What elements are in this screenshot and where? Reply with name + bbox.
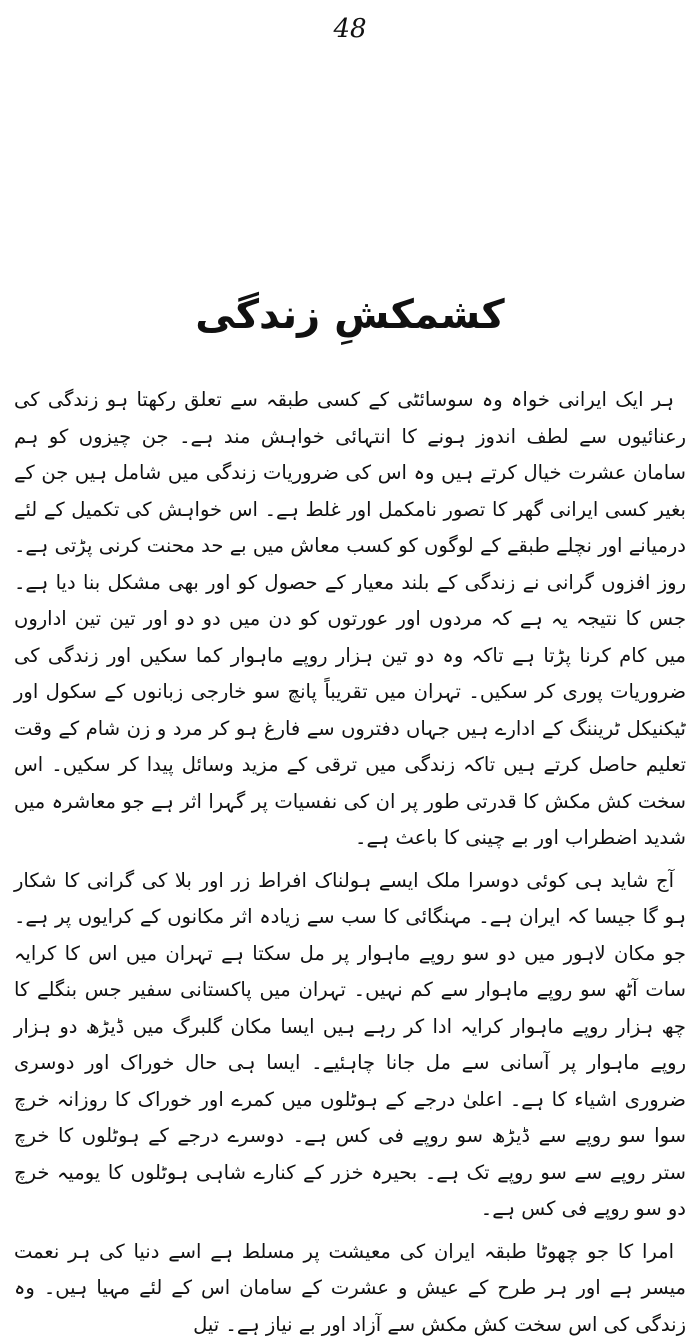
page-number: 48 bbox=[0, 14, 700, 44]
paragraph: ہر ایک ایرانی خواہ وہ سوسائٹی کے کسی طبقہ سے تعلق رکھتا ہو زندگی کی رعنائیوں سے لطف اندوز ہونے کا انتہائی خواہش مند ہے۔ جن چیزوں کو ہم سامان عشرت خیال کرتے ہیں وہ اس کی ضروریات زندگی میں شامل ہیں جن کے بغیر کسی ایرانی گھر کا تصور نامکمل اور غلط ہے۔ اس خواہش کی تکمیل کے لئے درمیانے اور نچلے طبقے کے لوگوں کو کسب معاش میں بے حد محنت کرنی پڑتی ہے۔ روز افزوں گرانی نے زندگی کے بلند معیار کے حصول کو اور بھی مشکل بنا دیا ہے۔ جس کا نتیجہ یہ ہے کہ مردوں اور عورتوں کو دن میں دو دو اور تین تین اداروں میں کام کرنا پڑتا ہے تاکہ وہ دو تین ہزار روپے ماہوار کما سکیں اور زندگی کی ضروریات پوری کر سکیں۔ تہران میں تقریباً پانچ سو خارجی زبانوں کے سکول اور ٹیکنیکل ٹریننگ کے ادارے ہیں جہاں دفتروں سے فارغ ہو کر مرد و زن شام کے وقت تعلیم حاصل کرتے ہیں تاکہ زندگی میں ترقی کے مزید وسائل پیدا کر سکیں۔ اس سخت کش مکش کا قدرتی طور پر ان کی نفسیات پر گہرا اثر ہے جو معاشرہ میں شدید اضطراب اور بے چینی کا باعث ہے۔ bbox=[14, 382, 686, 857]
body-text bbox=[14, 382, 686, 1343]
paragraph: آج شاید ہی کوئی دوسرا ملک ایسے ہولناک افراط زر اور بلا کی گرانی کا شکار ہو گا جیسا کہ ایران ہے۔ مہنگائی کا سب سے زیادہ اثر مکانوں کے کرایوں پر ہے۔ جو مکان لاہور میں دو سو روپے ماہوار پر مل سکتا ہے تہران میں اس کا کرایہ سات آٹھ سو روپے ماہوار سے کم نہیں۔ تہران میں پاکستانی سفیر جس بنگلے کا چھ ہزار روپے ماہوار کرایہ ادا کر رہے ہیں ایسا مکان گلبرگ میں ڈیڑھ دو ہزار روپے ماہوار پر آسانی سے مل جانا چاہئیے۔ ایسا ہی حال خوراک اور دوسری ضروری اشیاء کا ہے۔ اعلیٰ درجے کے ہوٹلوں میں کمرے اور خوراک کا روزانہ خرچ سوا سو روپے سے ڈیڑھ سو روپے فی کس ہے۔ دوسرے درجے کے ہوٹلوں کا خرچ ستر روپے سے سو روپے تک ہے۔ بحیرہ خزر کے کنارے شاہی ہوٹلوں کا یومیہ خرچ دو سو روپے فی کس ہے۔ bbox=[14, 863, 686, 1228]
paragraph: امرا کا جو چھوٹا طبقہ ایران کی معیشت پر مسلط ہے اسے دنیا کی ہر نعمت میسر ہے اور ہر طرح کے عیش و عشرت کے سامان اس کے لئے مہیا ہیں۔ وہ زندگی کی اس سخت کش مکش سے آزاد اور بے نیاز ہے۔ تیل bbox=[14, 1234, 686, 1343]
chapter-title: کشمکشِ زندگی bbox=[0, 292, 700, 338]
